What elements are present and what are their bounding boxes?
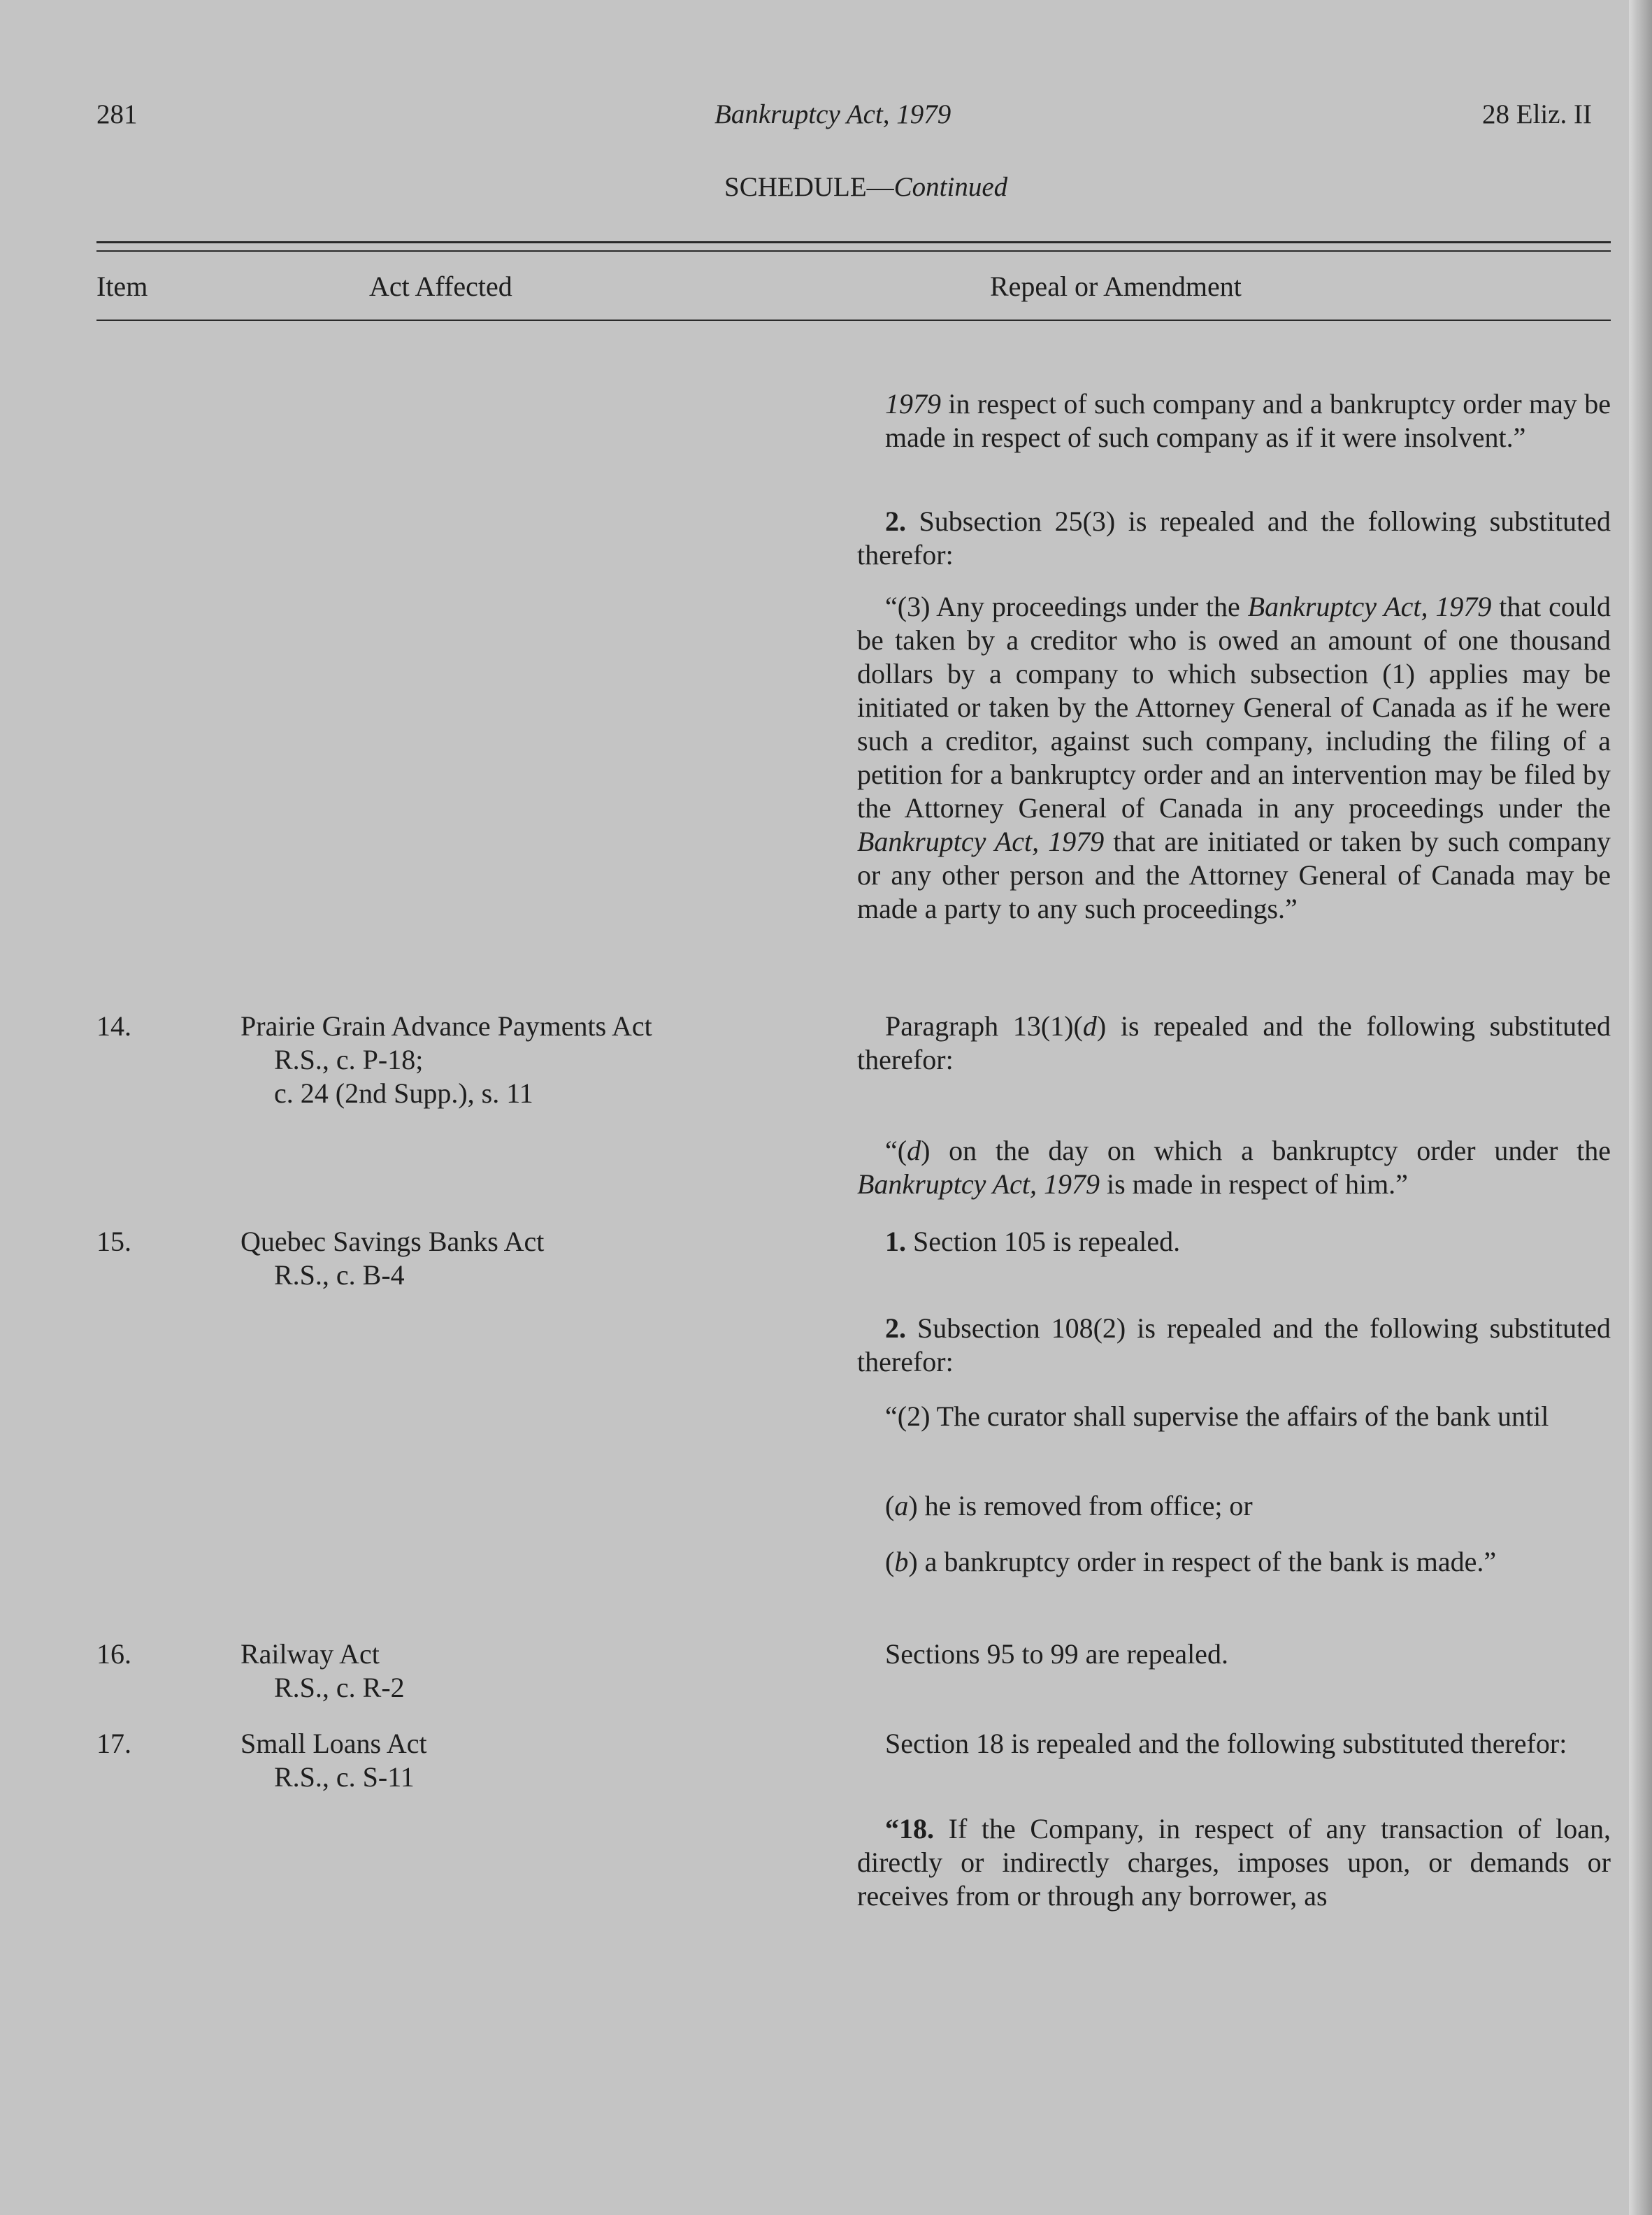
amendment-text: (a) he is removed from office; or	[885, 1490, 1253, 1521]
schedule-heading: SCHEDULE—Continued	[724, 172, 1008, 202]
table-top-rule-2	[96, 250, 1611, 252]
table-top-rule	[96, 241, 1611, 243]
act-name: Small Loans Act	[240, 1728, 427, 1759]
act-name: Quebec Savings Banks Act	[240, 1226, 545, 1257]
page-number: 281	[96, 99, 138, 129]
amendment-text: 1. Section 105 is repealed.	[885, 1226, 1181, 1257]
running-title: Bankruptcy Act, 1979	[714, 99, 951, 129]
amendment-text: 1979 in respect of such company and a bankruptcy order may be made in respect of such company as if it were insolvent.”	[885, 388, 1611, 453]
amendment-text: Sections 95 to 99 are repealed.	[885, 1638, 1228, 1670]
act-name: Railway Act	[240, 1638, 380, 1670]
amendment-text: (b) a bankruptcy order in respect of the bank is made.”	[885, 1546, 1497, 1577]
amendment-text: Paragraph 13(1)(d) is repealed and the following substituted therefor:	[857, 1010, 1611, 1075]
act-reference: c. 24 (2nd Supp.), s. 11	[274, 1077, 533, 1109]
act-reference: R.S., c. R-2	[274, 1672, 405, 1703]
item-number: 15.	[96, 1226, 131, 1257]
item-number: 16.	[96, 1638, 131, 1670]
page-edge-shadow	[1629, 0, 1652, 2215]
regnal-year: 28 Eliz. II	[1482, 99, 1593, 129]
column-item: Item	[96, 271, 148, 302]
amendment-text: 2. Subsection 25(3) is repealed and the following substituted therefor:	[857, 506, 1611, 571]
amendment-text: “(2) The curator shall supervise the affairs of the bank until	[885, 1400, 1549, 1432]
act-reference: R.S., c. P-18;	[274, 1044, 424, 1075]
amendment-text: “(3) Any proceedings under the Bankruptcy Act, 1979 that could be taken by a creditor who is owed an amount of one thousand dollars by a company to which subsection (1) applies may be initiated or taken by the Attorney General of Canada as if he were such a creditor, against such company, including the filing of a petition for a bankruptcy order and an intervention may be filed by the Attorney General of Canada in any proceedings under the Bankruptcy Act, 1979 that are initiated or taken by such company or any other person and the Attorney General of Canada may be made a party to any such proceedings.”	[857, 591, 1611, 924]
item-number: 17.	[96, 1728, 131, 1759]
amendment-text: Section 18 is repealed and the following substituted therefor:	[885, 1728, 1567, 1759]
act-reference: R.S., c. B-4	[274, 1259, 405, 1291]
amendment-text: “(d) on the day on which a bankruptcy order under the Bankruptcy Act, 1979 is made in respect of him.”	[857, 1135, 1611, 1200]
amendment-text: “18. If the Company, in respect of any transaction of loan, directly or indirectly charges, imposes upon, or demands or receives from or through any borrower, as	[857, 1813, 1611, 1912]
act-reference: R.S., c. S-11	[274, 1761, 415, 1793]
amendment-text: 2. Subsection 108(2) is repealed and the following substituted therefor:	[857, 1312, 1611, 1377]
column-repeal-amendment: Repeal or Amendment	[990, 271, 1242, 302]
act-name: Prairie Grain Advance Payments Act	[240, 1010, 652, 1042]
table-header-rule	[96, 320, 1611, 321]
item-number: 14.	[96, 1010, 131, 1042]
column-act-affected: Act Affected	[369, 271, 512, 302]
